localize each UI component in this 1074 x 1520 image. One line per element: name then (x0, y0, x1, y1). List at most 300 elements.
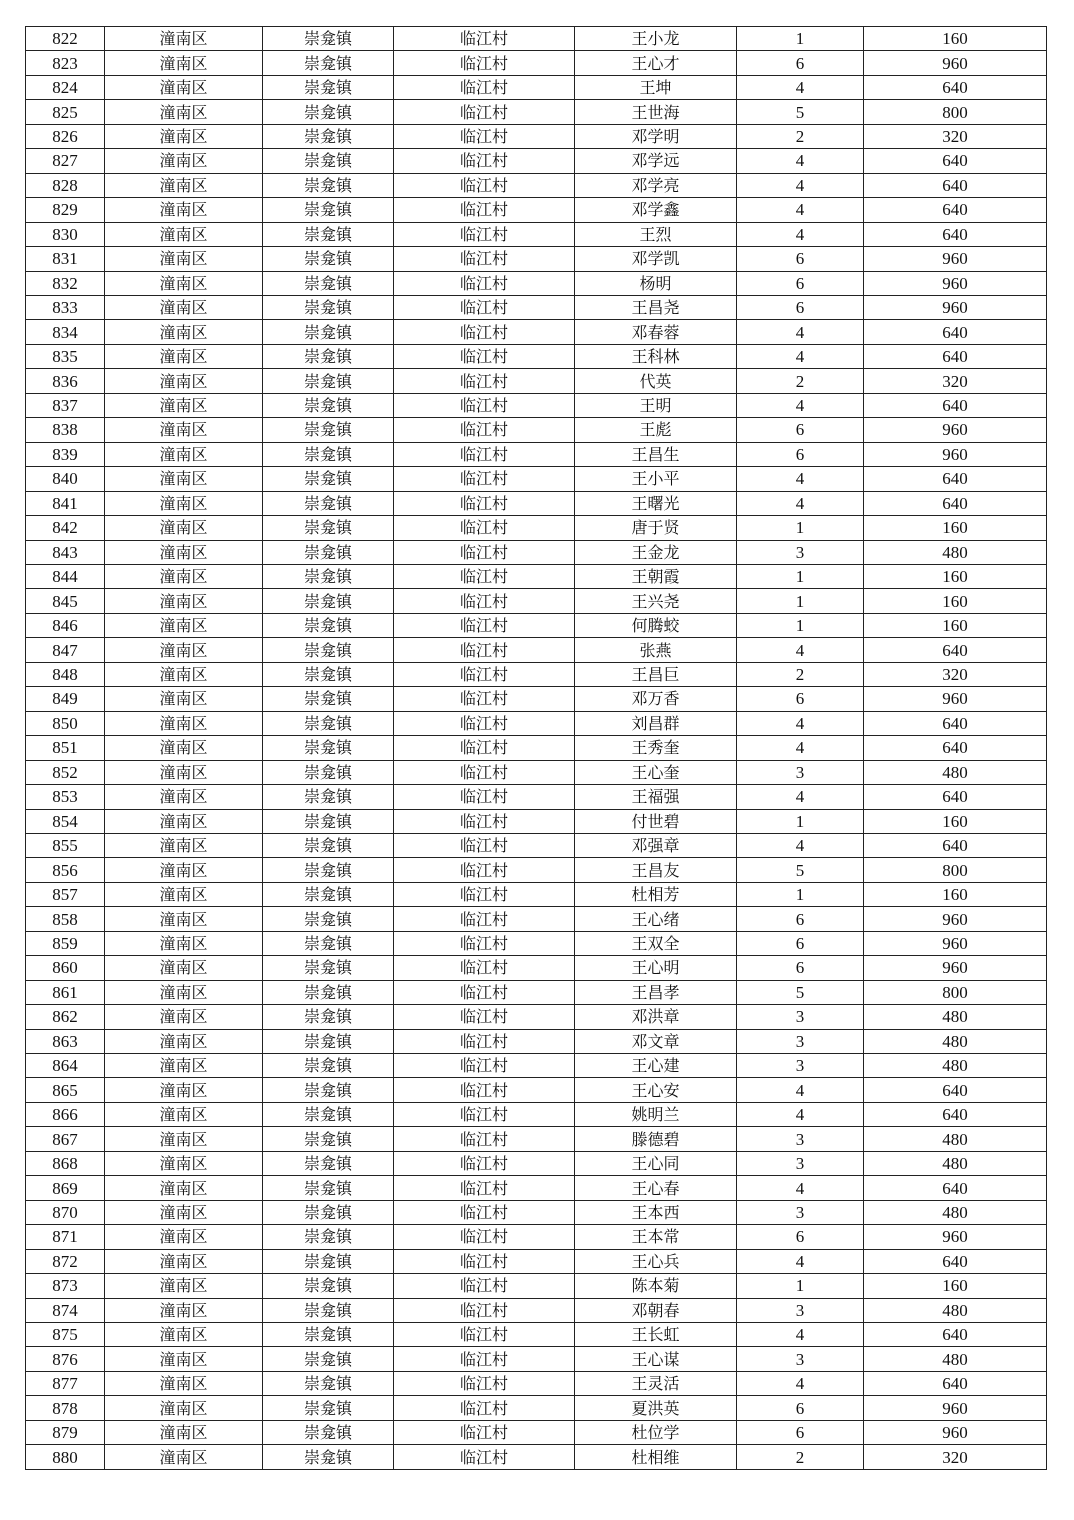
district-cell: 潼南区 (105, 1249, 263, 1273)
town-cell: 崇龛镇 (263, 931, 394, 955)
people-count-cell: 4 (737, 75, 864, 99)
table-row (26, 467, 1047, 491)
table-row (26, 173, 1047, 197)
table-row (26, 149, 1047, 173)
table-row (26, 271, 1047, 295)
people-count-cell: 2 (737, 369, 864, 393)
amount-cell: 640 (864, 320, 1047, 344)
village-cell: 临江村 (394, 736, 575, 760)
row-number-cell: 836 (26, 369, 105, 393)
table-row (26, 1127, 1047, 1151)
table-row (26, 1054, 1047, 1078)
row-number-cell: 873 (26, 1274, 105, 1298)
amount-cell: 640 (864, 344, 1047, 368)
table-row (26, 711, 1047, 735)
town-cell: 崇龛镇 (263, 1151, 394, 1175)
amount-cell: 960 (864, 271, 1047, 295)
amount-cell: 320 (864, 1445, 1047, 1469)
village-cell: 临江村 (394, 271, 575, 295)
village-cell: 临江村 (394, 124, 575, 148)
town-cell: 崇龛镇 (263, 1127, 394, 1151)
village-cell: 临江村 (394, 833, 575, 857)
amount-cell: 960 (864, 51, 1047, 75)
town-cell: 崇龛镇 (263, 540, 394, 564)
row-number-cell: 822 (26, 27, 105, 51)
village-cell: 临江村 (394, 858, 575, 882)
town-cell: 崇龛镇 (263, 1298, 394, 1322)
people-count-cell: 4 (737, 173, 864, 197)
amount-cell: 480 (864, 1029, 1047, 1053)
amount-cell: 640 (864, 1102, 1047, 1126)
people-count-cell: 1 (737, 516, 864, 540)
table-row (26, 540, 1047, 564)
village-cell: 临江村 (394, 638, 575, 662)
people-count-cell: 4 (737, 320, 864, 344)
amount-cell: 160 (864, 882, 1047, 906)
town-cell: 崇龛镇 (263, 1323, 394, 1347)
people-count-cell: 6 (737, 1420, 864, 1444)
village-cell: 临江村 (394, 1225, 575, 1249)
name-cell: 王兴尧 (575, 589, 737, 613)
district-cell: 潼南区 (105, 980, 263, 1004)
people-count-cell: 6 (737, 956, 864, 980)
village-cell: 临江村 (394, 1274, 575, 1298)
town-cell: 崇龛镇 (263, 100, 394, 124)
district-cell: 潼南区 (105, 1445, 263, 1469)
name-cell: 王昌尧 (575, 295, 737, 319)
district-cell: 潼南区 (105, 1005, 263, 1029)
table-row (26, 100, 1047, 124)
table-row (26, 418, 1047, 442)
amount-cell: 640 (864, 75, 1047, 99)
name-cell: 夏洪英 (575, 1396, 737, 1420)
town-cell: 崇龛镇 (263, 687, 394, 711)
name-cell: 王心才 (575, 51, 737, 75)
amount-cell: 960 (864, 956, 1047, 980)
district-cell: 潼南区 (105, 271, 263, 295)
row-number-cell: 837 (26, 393, 105, 417)
district-cell: 潼南区 (105, 1127, 263, 1151)
name-cell: 邓万香 (575, 687, 737, 711)
name-cell: 王明 (575, 393, 737, 417)
table-row (26, 785, 1047, 809)
table-row (26, 882, 1047, 906)
row-number-cell: 856 (26, 858, 105, 882)
district-cell: 潼南区 (105, 540, 263, 564)
district-cell: 潼南区 (105, 1274, 263, 1298)
amount-cell: 960 (864, 907, 1047, 931)
row-number-cell: 828 (26, 173, 105, 197)
row-number-cell: 855 (26, 833, 105, 857)
town-cell: 崇龛镇 (263, 418, 394, 442)
town-cell: 崇龛镇 (263, 736, 394, 760)
district-cell: 潼南区 (105, 467, 263, 491)
people-count-cell: 1 (737, 564, 864, 588)
name-cell: 王世海 (575, 100, 737, 124)
name-cell: 王昌生 (575, 442, 737, 466)
name-cell: 姚明兰 (575, 1102, 737, 1126)
amount-cell: 640 (864, 638, 1047, 662)
village-cell: 临江村 (394, 418, 575, 442)
village-cell: 临江村 (394, 956, 575, 980)
village-cell: 临江村 (394, 247, 575, 271)
district-cell: 潼南区 (105, 564, 263, 588)
village-cell: 临江村 (394, 1347, 575, 1371)
town-cell: 崇龛镇 (263, 27, 394, 51)
town-cell: 崇龛镇 (263, 320, 394, 344)
row-number-cell: 844 (26, 564, 105, 588)
district-cell: 潼南区 (105, 1078, 263, 1102)
table-row (26, 442, 1047, 466)
people-count-cell: 3 (737, 1151, 864, 1175)
name-cell: 王昌友 (575, 858, 737, 882)
town-cell: 崇龛镇 (263, 858, 394, 882)
people-count-cell: 1 (737, 1274, 864, 1298)
people-count-cell: 6 (737, 51, 864, 75)
table-row (26, 1298, 1047, 1322)
row-number-cell: 869 (26, 1176, 105, 1200)
name-cell: 邓朝春 (575, 1298, 737, 1322)
row-number-cell: 851 (26, 736, 105, 760)
people-count-cell: 4 (737, 1176, 864, 1200)
row-number-cell: 864 (26, 1054, 105, 1078)
table-row (26, 1200, 1047, 1224)
name-cell: 王双全 (575, 931, 737, 955)
row-number-cell: 824 (26, 75, 105, 99)
people-count-cell: 6 (737, 271, 864, 295)
name-cell: 王朝霞 (575, 564, 737, 588)
people-count-cell: 4 (737, 222, 864, 246)
name-cell: 刘昌群 (575, 711, 737, 735)
amount-cell: 640 (864, 711, 1047, 735)
name-cell: 付世碧 (575, 809, 737, 833)
town-cell: 崇龛镇 (263, 516, 394, 540)
people-count-cell: 3 (737, 760, 864, 784)
row-number-cell: 831 (26, 247, 105, 271)
table-row (26, 858, 1047, 882)
people-count-cell: 1 (737, 613, 864, 637)
village-cell: 临江村 (394, 1029, 575, 1053)
village-cell: 临江村 (394, 198, 575, 222)
amount-cell: 640 (864, 1323, 1047, 1347)
table-row (26, 1445, 1047, 1469)
people-count-cell: 3 (737, 1054, 864, 1078)
district-cell: 潼南区 (105, 222, 263, 246)
district-cell: 潼南区 (105, 613, 263, 637)
row-number-cell: 843 (26, 540, 105, 564)
name-cell: 王心奎 (575, 760, 737, 784)
village-cell: 临江村 (394, 344, 575, 368)
amount-cell: 480 (864, 1054, 1047, 1078)
amount-cell: 640 (864, 785, 1047, 809)
people-count-cell: 4 (737, 393, 864, 417)
people-count-cell: 4 (737, 833, 864, 857)
name-cell: 邓学明 (575, 124, 737, 148)
people-count-cell: 3 (737, 1029, 864, 1053)
people-count-cell: 6 (737, 1225, 864, 1249)
amount-cell: 800 (864, 858, 1047, 882)
name-cell: 王心明 (575, 956, 737, 980)
amount-cell: 640 (864, 467, 1047, 491)
town-cell: 崇龛镇 (263, 1005, 394, 1029)
amount-cell: 480 (864, 540, 1047, 564)
table-row (26, 1396, 1047, 1420)
amount-cell: 320 (864, 369, 1047, 393)
village-cell: 临江村 (394, 540, 575, 564)
amount-cell: 480 (864, 1347, 1047, 1371)
row-number-cell: 858 (26, 907, 105, 931)
town-cell: 崇龛镇 (263, 369, 394, 393)
district-cell: 潼南区 (105, 760, 263, 784)
name-cell: 邓学凯 (575, 247, 737, 271)
name-cell: 杜相维 (575, 1445, 737, 1469)
people-count-cell: 4 (737, 1323, 864, 1347)
town-cell: 崇龛镇 (263, 785, 394, 809)
village-cell: 临江村 (394, 51, 575, 75)
amount-cell: 960 (864, 1396, 1047, 1420)
village-cell: 临江村 (394, 980, 575, 1004)
row-number-cell: 847 (26, 638, 105, 662)
table-row (26, 516, 1047, 540)
village-cell: 临江村 (394, 1323, 575, 1347)
amount-cell: 160 (864, 516, 1047, 540)
table-row (26, 1005, 1047, 1029)
district-cell: 潼南区 (105, 1298, 263, 1322)
district-cell: 潼南区 (105, 516, 263, 540)
town-cell: 崇龛镇 (263, 907, 394, 931)
row-number-cell: 862 (26, 1005, 105, 1029)
village-cell: 临江村 (394, 1054, 575, 1078)
name-cell: 王昌巨 (575, 662, 737, 686)
table-row (26, 638, 1047, 662)
name-cell: 张燕 (575, 638, 737, 662)
people-count-cell: 1 (737, 809, 864, 833)
table-row (26, 295, 1047, 319)
row-number-cell: 832 (26, 271, 105, 295)
people-count-cell: 4 (737, 1249, 864, 1273)
amount-cell: 480 (864, 1200, 1047, 1224)
table-row (26, 393, 1047, 417)
amount-cell: 480 (864, 1005, 1047, 1029)
district-cell: 潼南区 (105, 442, 263, 466)
district-cell: 潼南区 (105, 173, 263, 197)
people-count-cell: 6 (737, 295, 864, 319)
name-cell: 代英 (575, 369, 737, 393)
name-cell: 王科林 (575, 344, 737, 368)
district-cell: 潼南区 (105, 320, 263, 344)
table-row (26, 687, 1047, 711)
amount-cell: 640 (864, 222, 1047, 246)
amount-cell: 960 (864, 295, 1047, 319)
village-cell: 临江村 (394, 1420, 575, 1444)
district-cell: 潼南区 (105, 1396, 263, 1420)
district-cell: 潼南区 (105, 858, 263, 882)
amount-cell: 960 (864, 1225, 1047, 1249)
town-cell: 崇龛镇 (263, 467, 394, 491)
people-count-cell: 5 (737, 858, 864, 882)
row-number-cell: 866 (26, 1102, 105, 1126)
row-number-cell: 853 (26, 785, 105, 809)
amount-cell: 640 (864, 149, 1047, 173)
table-row (26, 247, 1047, 271)
name-cell: 何腾蛟 (575, 613, 737, 637)
table-row (26, 198, 1047, 222)
town-cell: 崇龛镇 (263, 1029, 394, 1053)
row-number-cell: 825 (26, 100, 105, 124)
people-count-cell: 2 (737, 1445, 864, 1469)
village-cell: 临江村 (394, 27, 575, 51)
row-number-cell: 860 (26, 956, 105, 980)
table-row (26, 1420, 1047, 1444)
row-number-cell: 834 (26, 320, 105, 344)
village-cell: 临江村 (394, 222, 575, 246)
people-count-cell: 3 (737, 1298, 864, 1322)
people-count-cell: 6 (737, 418, 864, 442)
town-cell: 崇龛镇 (263, 393, 394, 417)
district-cell: 潼南区 (105, 393, 263, 417)
row-number-cell: 872 (26, 1249, 105, 1273)
district-cell: 潼南区 (105, 1054, 263, 1078)
table-row (26, 809, 1047, 833)
people-count-cell: 6 (737, 687, 864, 711)
row-number-cell: 852 (26, 760, 105, 784)
row-number-cell: 833 (26, 295, 105, 319)
district-cell: 潼南区 (105, 1420, 263, 1444)
town-cell: 崇龛镇 (263, 1102, 394, 1126)
district-cell: 潼南区 (105, 833, 263, 857)
row-number-cell: 846 (26, 613, 105, 637)
people-count-cell: 4 (737, 491, 864, 515)
district-cell: 潼南区 (105, 736, 263, 760)
town-cell: 崇龛镇 (263, 980, 394, 1004)
amount-cell: 160 (864, 613, 1047, 637)
name-cell: 王金龙 (575, 540, 737, 564)
village-cell: 临江村 (394, 467, 575, 491)
name-cell: 王心兵 (575, 1249, 737, 1273)
town-cell: 崇龛镇 (263, 956, 394, 980)
table-row (26, 1078, 1047, 1102)
village-cell: 临江村 (394, 1249, 575, 1273)
name-cell: 王心安 (575, 1078, 737, 1102)
amount-cell: 640 (864, 173, 1047, 197)
amount-cell: 160 (864, 589, 1047, 613)
district-cell: 潼南区 (105, 882, 263, 906)
village-cell: 临江村 (394, 785, 575, 809)
district-cell: 潼南区 (105, 247, 263, 271)
town-cell: 崇龛镇 (263, 1420, 394, 1444)
row-number-cell: 842 (26, 516, 105, 540)
district-cell: 潼南区 (105, 785, 263, 809)
row-number-cell: 838 (26, 418, 105, 442)
amount-cell: 640 (864, 198, 1047, 222)
table-row (26, 980, 1047, 1004)
people-count-cell: 6 (737, 442, 864, 466)
amount-cell: 480 (864, 1298, 1047, 1322)
amount-cell: 960 (864, 1420, 1047, 1444)
row-number-cell: 840 (26, 467, 105, 491)
name-cell: 王本西 (575, 1200, 737, 1224)
district-cell: 潼南区 (105, 295, 263, 319)
people-count-cell: 4 (737, 638, 864, 662)
town-cell: 崇龛镇 (263, 271, 394, 295)
people-count-cell: 1 (737, 882, 864, 906)
village-cell: 临江村 (394, 1102, 575, 1126)
village-cell: 临江村 (394, 809, 575, 833)
name-cell: 滕德碧 (575, 1127, 737, 1151)
village-cell: 临江村 (394, 613, 575, 637)
village-cell: 临江村 (394, 100, 575, 124)
name-cell: 王小龙 (575, 27, 737, 51)
village-cell: 临江村 (394, 1396, 575, 1420)
district-cell: 潼南区 (105, 956, 263, 980)
village-cell: 临江村 (394, 1371, 575, 1395)
village-cell: 临江村 (394, 662, 575, 686)
table-row (26, 1249, 1047, 1273)
name-cell: 杜位学 (575, 1420, 737, 1444)
row-number-cell: 845 (26, 589, 105, 613)
town-cell: 崇龛镇 (263, 638, 394, 662)
name-cell: 邓学亮 (575, 173, 737, 197)
people-count-cell: 1 (737, 589, 864, 613)
name-cell: 王长虹 (575, 1323, 737, 1347)
district-cell: 潼南区 (105, 75, 263, 99)
table-row (26, 344, 1047, 368)
amount-cell: 640 (864, 1249, 1047, 1273)
table-body (26, 27, 1047, 1470)
row-number-cell: 857 (26, 882, 105, 906)
people-count-cell: 4 (737, 711, 864, 735)
amount-cell: 320 (864, 662, 1047, 686)
town-cell: 崇龛镇 (263, 442, 394, 466)
town-cell: 崇龛镇 (263, 344, 394, 368)
row-number-cell: 876 (26, 1347, 105, 1371)
amount-cell: 800 (864, 980, 1047, 1004)
name-cell: 王烈 (575, 222, 737, 246)
row-number-cell: 835 (26, 344, 105, 368)
district-cell: 潼南区 (105, 687, 263, 711)
table-row (26, 124, 1047, 148)
town-cell: 崇龛镇 (263, 198, 394, 222)
table-row (26, 662, 1047, 686)
name-cell: 王本常 (575, 1225, 737, 1249)
village-cell: 临江村 (394, 760, 575, 784)
town-cell: 崇龛镇 (263, 124, 394, 148)
village-cell: 临江村 (394, 907, 575, 931)
town-cell: 崇龛镇 (263, 1445, 394, 1469)
district-cell: 潼南区 (105, 1029, 263, 1053)
district-cell: 潼南区 (105, 124, 263, 148)
table-row (26, 1151, 1047, 1175)
people-count-cell: 2 (737, 662, 864, 686)
village-cell: 临江村 (394, 931, 575, 955)
name-cell: 王彪 (575, 418, 737, 442)
district-cell: 潼南区 (105, 1225, 263, 1249)
district-cell: 潼南区 (105, 1176, 263, 1200)
village-cell: 临江村 (394, 1176, 575, 1200)
name-cell: 陈本菊 (575, 1274, 737, 1298)
town-cell: 崇龛镇 (263, 1200, 394, 1224)
village-cell: 临江村 (394, 687, 575, 711)
amount-cell: 640 (864, 1176, 1047, 1200)
amount-cell: 320 (864, 124, 1047, 148)
table-row (26, 833, 1047, 857)
row-number-cell: 850 (26, 711, 105, 735)
village-cell: 临江村 (394, 589, 575, 613)
name-cell: 王心同 (575, 1151, 737, 1175)
district-cell: 潼南区 (105, 931, 263, 955)
name-cell: 王心春 (575, 1176, 737, 1200)
people-count-cell: 3 (737, 1005, 864, 1029)
